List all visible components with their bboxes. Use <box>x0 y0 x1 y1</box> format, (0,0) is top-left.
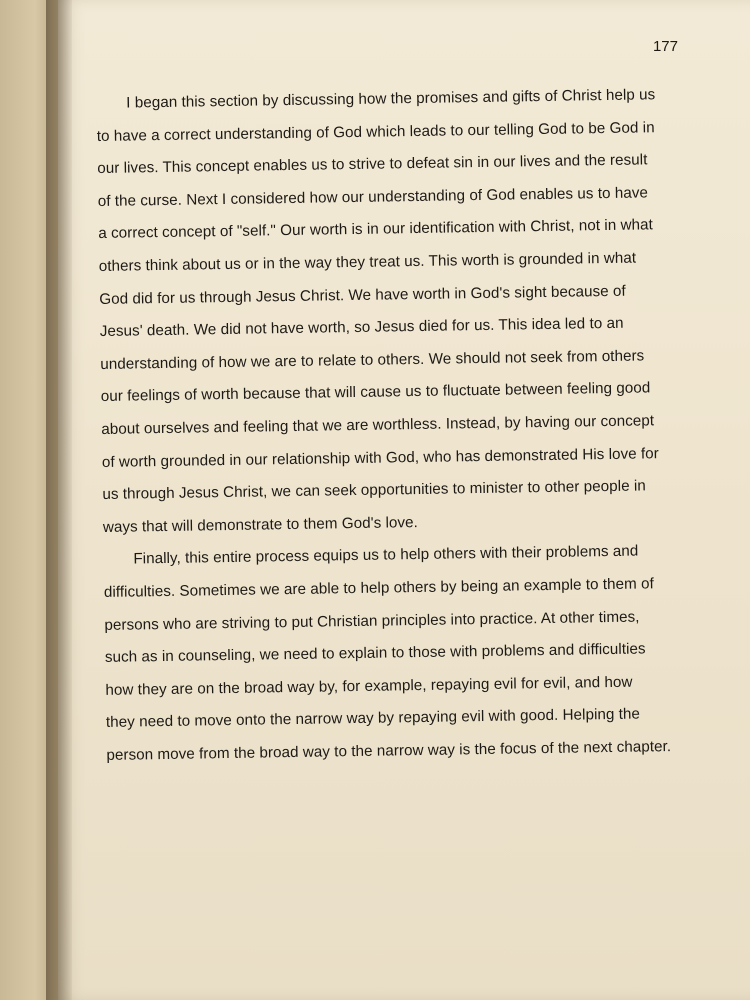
text-line: ways that will demonstrate to them God's love. <box>102 513 418 536</box>
text-line: person move from the broad way to the narrow way is the focus of the next chapter. <box>106 737 672 764</box>
page-body <box>96 79 707 773</box>
book-page <box>58 0 750 1000</box>
text-line: of the curse. Next I considered how our understanding of God enables us to have <box>97 184 649 210</box>
text-line: they need to move onto the narrow way by repaying evil with good. Helping the <box>105 705 641 732</box>
text-line: persons who are striving to put Christian principles into practice. At other times, <box>104 608 640 634</box>
text-line: Jesus' death. We did not have worth, so Jesus died for us. This idea led to an <box>99 314 624 341</box>
text-line: our feelings of worth because that will cause us to fluctuate between feeling good <box>100 379 651 406</box>
text-line: a correct concept of "self." Our worth is in our identification with Christ, not in what <box>98 216 653 243</box>
text-line: others think about us or in the way they treat us. This worth is grounded in what <box>98 249 637 275</box>
text-line: Finally, this entire process equips us to help others with their problems and <box>133 542 639 568</box>
text-line: I began this section by discussing how the promises and gifts of Christ help us <box>126 86 656 112</box>
text-line: God did for us through Jesus Christ. We have worth in God's sight because of <box>99 282 626 308</box>
text-line: of worth grounded in our relationship with God, who has demonstrated His love for <box>101 444 659 471</box>
text-line: our lives. This concept enables us to strive to defeat sin in our lives and the result <box>97 151 648 178</box>
text-line: such as in counseling, we need to explain to those with problems and difficulties <box>104 640 646 667</box>
text-line: to have a correct understanding of God which leads to our telling God to be God in <box>96 118 655 145</box>
text-line: difficulties. Sometimes we are able to help others by being an example to them of <box>103 575 654 601</box>
text-line: us through Jesus Christ, we can seek opportunities to minister to other people in <box>102 477 646 504</box>
page-number: 177 <box>652 38 678 55</box>
text-line: how they are on the broad way by, for example, repaying evil for evil, and how <box>105 673 633 699</box>
text-line: understanding of how we are to relate to others. We should not seek from others <box>100 347 645 373</box>
text-line: about ourselves and feeling that we are worthless. Instead, by having our concept <box>101 412 655 438</box>
spine-shadow <box>46 0 72 1000</box>
